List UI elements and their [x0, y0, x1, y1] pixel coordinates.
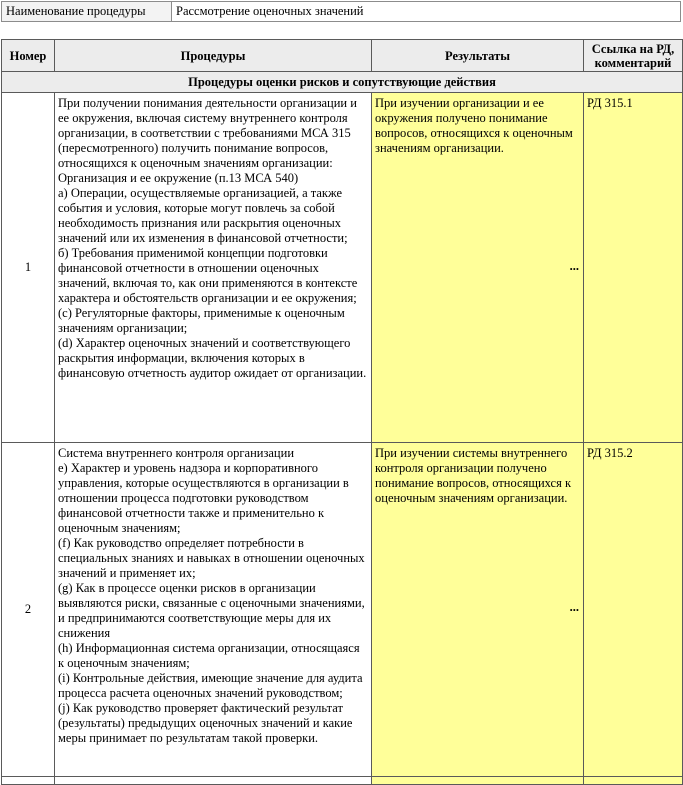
table-row	[2, 93, 683, 443]
table-row-partial	[2, 777, 683, 785]
column-header-results: Результаты	[372, 40, 584, 72]
column-header-number: Номер	[2, 40, 55, 72]
procedure-text	[55, 443, 372, 777]
procedure-text-content: При получении понимания деятельности организации и ее окружения, включая систему внутреннего контроля организации, в соответствии с требованиями МСА 315 (пересмотренного) получить понимание вопросов, относящихся к оценочным значениям организации: Организация и ее окружение (п.13 МСА 540) а) Операции, осуществляемые организацией, а также события и условия, которые могут повлечь за собой необходимость признания или раскрытия оценочных значений или их изменения в финансовой отчетности; б) Требования применимой концепции подготовки финансовой отчетности в отношении оценочных значений, включая то, как они применяются в контексте характера и обстоятельств организации и ее окружения; (с) Регуляторные факторы, применимые к оценочным значениям организации; (d) Характер оценочных значений и соответствующего раскрытия информации, включения которых в финансовую отчетность аудитор ожидает от организации.	[58, 96, 367, 380]
procedure-name-table	[1, 1, 681, 22]
result-cell[interactable]	[372, 93, 584, 443]
table-row	[2, 443, 683, 777]
procedure-text	[55, 93, 372, 443]
ellipsis-icon[interactable]: ...	[569, 259, 579, 273]
row-number: 2	[2, 443, 55, 777]
column-header-reference: Ссылка на РД, комментарий	[584, 40, 683, 72]
reference-cell[interactable]: РД 315.2	[584, 443, 683, 777]
procedures-table	[1, 39, 683, 785]
procedure-text-content: Система внутреннего контроля организации е) Характер и уровень надзора и корпоративного управления, которые осуществляются в организации в отношении процесса подготовки руководством финансовой отчетности также и применительно к оценочным значениям; (f) Как руководство определяет потребности в специальных знаниях и навыках в отношении оценочных значений и применяет их; (g) Как в процессе оценки рисков в организации выявляются риски, связанные с оценочными значениями, и предпринимаются соответствующие меры для их снижения (h) Информационная система организации, относящаяся к оценочным значениям; (i) Контрольные действия, имеющие значение для аудита процесса расчета оценочных значений руководством; (j) Как руководство проверяет фактический результат (результаты) предыдущих оценочных значений и какие меры принимает по результатам такой проверки.	[58, 446, 365, 745]
section-row	[2, 72, 683, 93]
result-text: При изучении системы внутреннего контроля организации получено понимание вопросов, относящихся к оценочным значениям организации.	[375, 446, 572, 505]
procedure-name-value[interactable]: Рассмотрение оценочных значений	[172, 2, 681, 22]
result-cell[interactable]	[372, 443, 584, 777]
result-text: При изучении организации и ее окружения получено понимание вопросов, относящихся к оценочным значениям организации.	[375, 96, 573, 155]
row-number: 1	[2, 93, 55, 443]
column-header-procedures: Процедуры	[55, 40, 372, 72]
reference-cell[interactable]: РД 315.1	[584, 93, 683, 443]
table-header-row	[2, 40, 683, 72]
section-title: Процедуры оценки рисков и сопутствующие действия	[2, 72, 683, 93]
procedure-name-label: Наименование процедуры	[2, 2, 172, 22]
ellipsis-icon[interactable]: ...	[569, 600, 579, 614]
